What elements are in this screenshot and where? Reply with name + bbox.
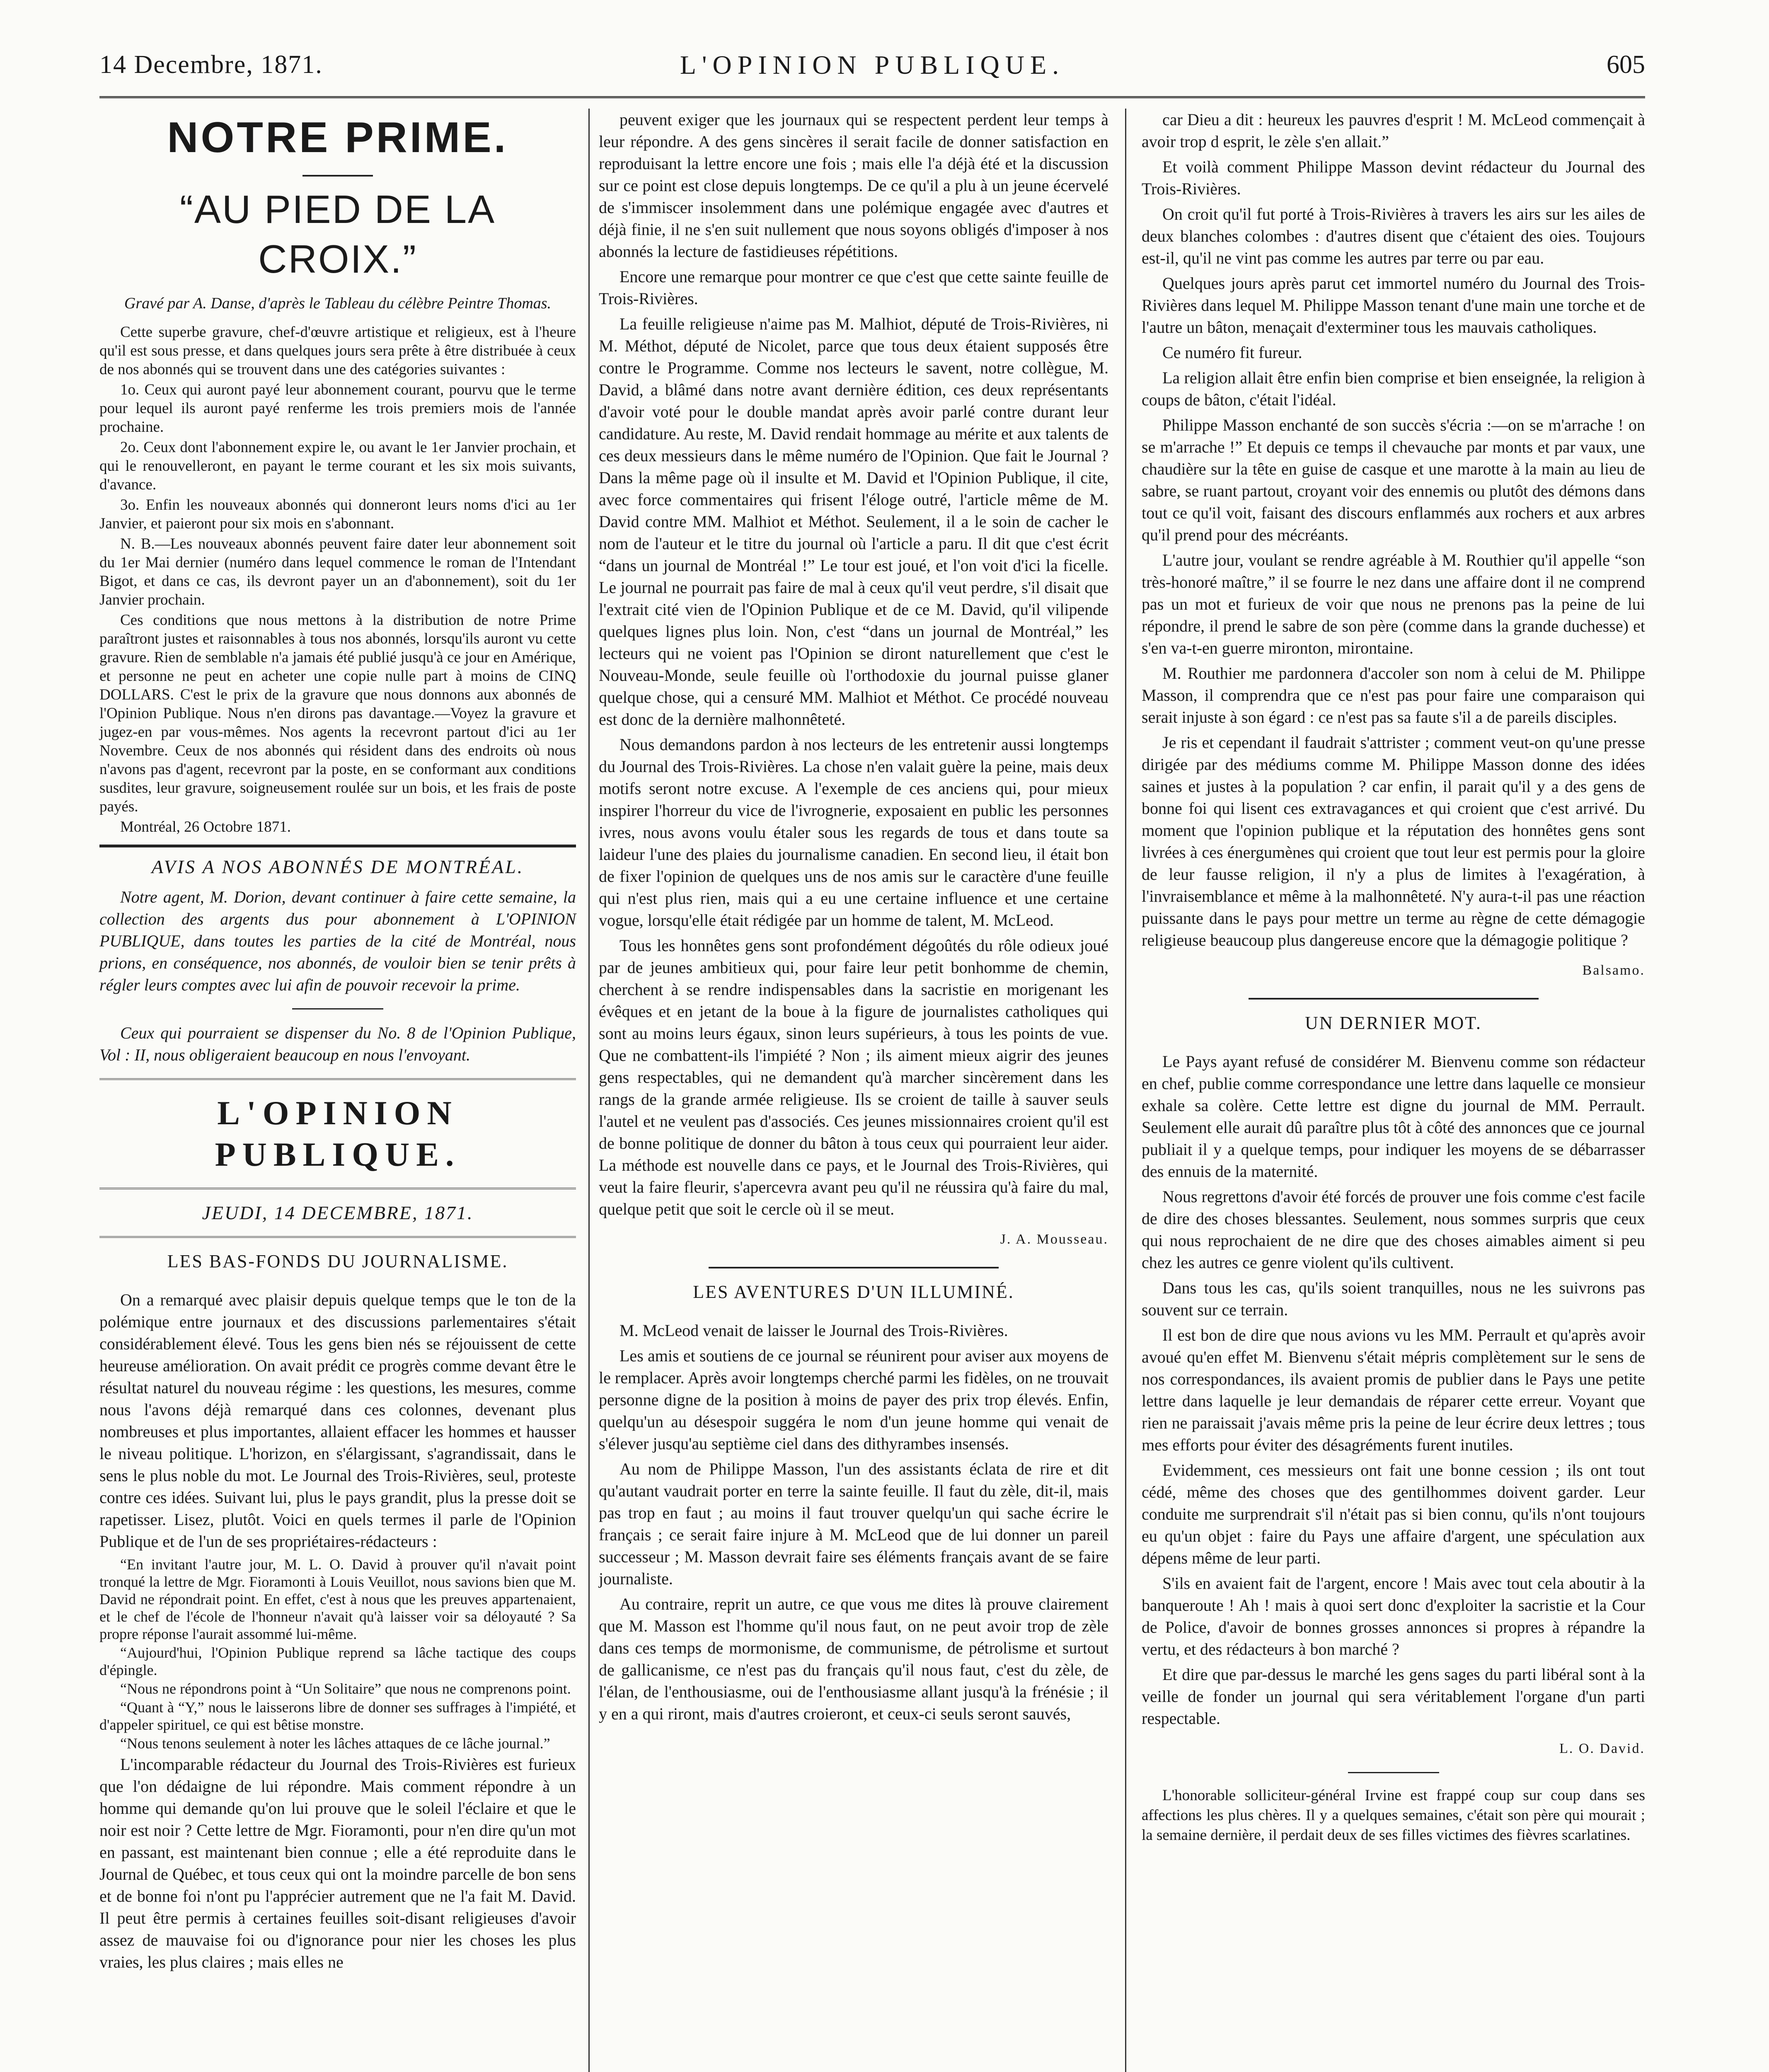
- paragraph: peuvent exiger que les journaux qui se respectent perdent leur temps à leur répondre. A des gens sincères il serait facile de donner satisfaction en reproduisant la lettre encore une fois ; mais elle l'a déjà été et la discussion sur ce point est close depuis longtemps. De ce qu'il a plu à un jeune écervelé de s'immiscer insolemment dans une polémique engagée avec d'autres et déjà finie, il ne s'en suit nullement que nous soyons obligés d'imposer à nos abonnés la lecture de fastidieuses répétitions.: [599, 110, 1108, 261]
- paragraph: Evidemment, ces messieurs ont fait une bonne cession ; ils ont tout cédé, même des choses que des gentilhommes doivent garder. Leur conduite me surprendrait s'il n'était pas si bien connu, qu'ils n'ont toujours eu qu'un objet : faire du Pays une affaire d'argent, une spéculation aux dépens même de leur parti.: [1142, 1461, 1645, 1567]
- paragraph: Dans tous les cas, qu'ils soient tranquilles, nous ne les suivrons pas souvent sur ce terrain.: [1142, 1278, 1645, 1319]
- paragraph: S'ils en avaient fait de l'argent, encore ! Mais avec tout cela aboutir à la banqueroute ! Ah ! mais à quoi sert donc d'exploiter la sacristie et la Cour de Police, d'avoir de bonnes grosses annonces si propres à répandre la vertu, et des rédacteurs à bon marché ?: [1142, 1574, 1645, 1658]
- paragraph: On croit qu'il fut porté à Trois-Rivières à travers les airs sur les ailes de deux blanches colombes : d'autres disent que c'étaient des oies. Toujours est-il, qu'il ne vint pas comme les autres par terre ou par eau.: [1142, 205, 1645, 267]
- paragraph: L'incomparable rédacteur du Journal des Trois-Rivières est furieux que l'on dédaigne de lui répondre. Mais comment répondre à un homme qui demande qu'on lui prouve que le soleil l'éclaire et que le noir est noir ? Cette lettre de Mgr. Fioramonti, pour n'en dire qu'un mot en passant, est maintenant bien connue ; elle a été reproduite dans le Journal de Québec, et tous ceux qui ont la moindre parcelle de bon sens et de bonne foi n'ont pu l'apprécier autrement que ne l'a fait M. David. Il peut être permis à certaines feuilles soit-disant religieuses d'avoir assez de mauvaise foi ou d'ignorance pour nier les choses les plus vraies, les plus claires ; mais elles ne: [99, 1755, 576, 1971]
- article-signature: J. A. Mousseau.: [1000, 1232, 1108, 1247]
- quote-paragraph: “En invitant l'autre jour, M. L. O. David à prouver qu'il n'avait point tronqué la lettre de Mgr. Fioramonti à Louis Veuillot, nous savions bien que M. David ne répondrait point. En effet, c'est à nous que les preuves appartenaient, et le chef de l'école de l'honneur n'avait qu'à laisser voir sa déloyauté ? Sa propre réponse l'aurait assommé lui-même.: [99, 1556, 576, 1642]
- article-title: LES BAS-FONDS DU JOURNALISME.: [167, 1251, 508, 1271]
- column-1: [99, 109, 576, 1976]
- paper-name: L'OPINION PUBLIQUE.: [680, 50, 1065, 80]
- divider: [1348, 1772, 1439, 1773]
- prime-title: NOTRE PRIME.: [167, 114, 508, 162]
- paragraph: Philippe Masson enchanté de son succès s'écria :—on se m'arrache ! on se m'arrache !” Et depuis ce temps il chevauche par monts et par vaux, une chaudière sur la tête en guise de casque et une marotte à la main au lieu de sabre, se ruant partout, croyant voir des ennemis ou plutôt des démons dans tout ce qu'il voit, faisant des discours enflammés aux rochers et aux arbres qu'il prend pour des mécréants.: [1142, 416, 1645, 544]
- article-title: UN DERNIER MOT.: [1305, 1013, 1482, 1033]
- section-rule: [1249, 998, 1539, 1000]
- running-head: [99, 50, 1645, 87]
- paragraph: car Dieu a dit : heureux les pauvres d'esprit ! M. McLeod commençait à avoir trop d esprit, le zèle s'en allait.”: [1142, 110, 1645, 151]
- masthead-title: L'OPINION PUBLIQUE.: [215, 1094, 461, 1173]
- article-signature: L. O. David.: [1559, 1741, 1645, 1756]
- paragraph: 3o. Enfin les nouveaux abonnés qui donneront leurs noms d'ici au 1er Janvier, et paieront pour six mois en s'abonnant.: [99, 496, 576, 532]
- prime-subtitle: “AU PIED DE LA CROIX.”: [179, 187, 496, 281]
- section-rule: [99, 845, 576, 847]
- quote-paragraph: “Nous tenons seulement à noter les lâches attaques de ce lâche journal.”: [120, 1735, 550, 1752]
- paragraph: Cette superbe gravure, chef-d'œuvre artistique et religieux, est à l'heure qu'il est sous presse, et dans quelques jours sera prête à être distribuée à ceux de nos abonnés qui se trouvent dans une des catégories suivantes :: [99, 324, 576, 378]
- column-rule: [1125, 109, 1126, 2072]
- paragraph: Nous demandons pardon à nos lecteurs de les entretenir aussi longtemps du Journal des Trois-Rivières. La chose n'en valait guère la peine, mais deux motifs seront notre excuse. A l'exemple de ces anciens qui, pour mieux inspirer l'horreur du vice de l'ivrognerie, exposaient en public les personnes ivres, nous avons voulu étaler sous les regards de tous et dans toute sa laideur l'une des plaies du journalisme canadien. En second lieu, il était bon de fixer l'opinion de quelques uns de nos amis sur le caractère d'une feuille qui n'est plus rien, mais qui a eu une certaine influence et une certaine vogue, lorsqu'elle était rédigée par un homme de talent, M. McLeod.: [599, 735, 1108, 929]
- paragraph: Les amis et soutiens de ce journal se réunirent pour aviser aux moyens de le remplacer. Après avoir longtemps cherché parmi les fidèles, on ne trouvait personne digne de la position à moins de payer des prix trop élevés. Enfin, quelqu'un au désespoir suggéra le nom d'un jeune homme qui venait de s'élever jusqu'au septième ciel dans des dithyrambes insensés.: [599, 1346, 1108, 1453]
- paragraph: Et dire que par-dessus le marché les gens sages du parti libéral sont à la veille de fonder un journal qui sera véritablement l'organe d'un parti respectable.: [1142, 1665, 1645, 1728]
- paragraph: Tous les honnêtes gens sont profondément dégoûtés du rôle odieux joué par de jeunes ambitieux qui, pour faire leur petit bonhomme de chemin, cherchent à se rendre indispensables dans la sacristie en morigenant les évêques et en jetant de la boue à la figure de journalistes catholiques qui sont au moins leurs égaux, sinon leurs supérieurs, à tous les points de vue. Que ne combattent-ils l'impiété ? Non ; ils aiment mieux aigrir des jeunes gens respectables, qui ne demandent qu'à marcher sincèrement dans les rangs de la grande armée religieuse. Ils se croient de taille à sauver seuls l'autel et ne veulent pas d'associés. Ces jeunes missionnaires croient qu'il est de bonne politique de donner du bâton à tous ceux qui pourraient leur aider. La méthode est nouvelle dans ce pays, et le Journal des Trois-Rivières, qui veut la faire fleurir, s'apercevra avant peu qu'il ne réussira qu'à faire du mal, quelque petit que soit le cercle où il se meut.: [599, 936, 1108, 1218]
- masthead-date: JEUDI, 14 DECEMBRE, 1871.: [202, 1202, 474, 1223]
- article-title: LES AVENTURES D'UN ILLUMINÉ.: [693, 1282, 1014, 1302]
- header-rule: [99, 96, 1645, 98]
- paragraph: Ceux qui pourraient se dispenser du No. 8 de l'Opinion Publique, Vol : II, nous obligeraient beaucoup en nous l'envoyant.: [99, 1024, 576, 1064]
- paragraph: N. B.—Les nouveaux abonnés peuvent faire dater leur abonnement soit du 1er Mai dernier (numéro dans lequel commence le roman de l'Intendant Bigot, et dans ce cas, ils devront payer un an d'abonnement), soit du 1er Janvier prochain.: [99, 535, 576, 608]
- title-rule: [302, 175, 373, 177]
- paragraph: Ce numéro fit fureur.: [1162, 343, 1302, 362]
- paragraph: Nous regrettons d'avoir été forcés de prouver une fois comme c'est facile de dire des choses blessantes. Seulement, nous sommes surpris que ceux qui nous reprochaient de ne dire que des choses aimables aiment si peu chez les autres ce genre violent qu'ils cultivent.: [1142, 1187, 1645, 1272]
- paragraph: Quelques jours après parut cet immortel numéro du Journal des Trois-Rivières dans lequel M. Philippe Masson tenant d'une main une torche et de l'autre un bâton, menaçait d'exterminer tous les mauvais catholiques.: [1142, 274, 1645, 336]
- paragraph: Je ris et cependant il faudrait s'attrister ; comment veut-on qu'une presse dirigée par des médiums comme M. Philippe Masson donne des idées saines et justes à la population ? car enfin, il parait qu'il y a des gens de bonne foi qui lisent ces extravagances et qui croient que c'est arrivé. Du moment que l'opinion publique et la réputation des honnêtes gens sont livrées à ces énergumènes qui croient que tout leur est permis pour la gloire de leur fausse religion, il n'y a plus de limites à l'exagération, à l'invraisemblance et même à la malhonnêteté. N'y aura-t-il pas une réaction puissante dans le pays pour mettre un terme au règne de cette démagogie religieuse beaucoup plus dangereuse encore que la démagogie politique ?: [1142, 733, 1645, 949]
- paragraph: La religion allait être enfin bien comprise et bien enseignée, la religion à coups de bâton, c'était l'idéal.: [1142, 368, 1645, 409]
- page-number: 605: [1607, 51, 1645, 79]
- divider: [292, 1008, 383, 1009]
- paragraph: M. McLeod venait de laisser le Journal des Trois-Rivières.: [620, 1321, 1008, 1340]
- quotation: [99, 1556, 576, 1752]
- paragraph: 1o. Ceux qui auront payé leur abonnement courant, pourvu que le terme pour lequel ils auront payé renferme les trois premiers mois de l'année prochaine.: [99, 381, 576, 436]
- avis-body: [99, 886, 576, 1066]
- issue-date: 14 Decembre, 1871.: [99, 51, 323, 79]
- paragraph: Encore une remarque pour montrer ce que c'est que cette sainte feuille de Trois-Rivières.: [599, 267, 1108, 308]
- column-rule: [588, 109, 590, 2072]
- quote-paragraph: “Quant à “Y,” nous le laisserons libre de donner ses suffrages à l'impiété, et d'appeler spirituel, ce qui est bêtise monstre.: [99, 1699, 576, 1733]
- prime-body: [99, 323, 576, 836]
- paragraph: La feuille religieuse n'aime pas M. Malhiot, député de Trois-Rivières, ni M. Méthot, député de Nicolet, parce que tous deux étaient supposés être contre le Programme. Comme nos lecteurs le savent, notre collègue, M. David, a blâmé dans notre avant dernière édition, ces deux représentants d'avoir voté pour le double mandat après avoir parlé contre durant leur candidature. Au reste, M. David rendait hommage au mérite et aux talents de ces deux messieurs dans le même numéro de l'Opinion. Que fait le Journal ? Dans la même page où il insulte et M. David et l'Opinion Publique, il cite, avec force commentaires qui frisent l'éloge outré, l'article même de M. David contre MM. Malhiot et Méthot. Seulement, il a le soin de cacher le nom de l'auteur et le titre du journal où l'article a paru. Il dit que c'est écrit “dans un journal de Montréal !” Le tour est joué, et l'on voit d'ici la ficelle. Le journal ne pourrait pas faire de mal à ceux qu'il veut perdre, s'il disait que l'extrait cité vien de l'Opinion Publique et de ce M. David, qu'il vilipende quelques lignes plus loin. Non, c'est “dans un journal de Montréal,” les lecteurs qui ne voient pas l'Opinion se diront naturellement que c'est le Nouveau-Monde, seule feuille où l'orthodoxie du journal puisse glaner quelque chose, qui a censuré MM. Malhiot et Méthot. Ce procédé nouveau est donc de la dernière malhonnêteté.: [599, 315, 1108, 729]
- paragraph: Au nom de Philippe Masson, l'un des assistants éclata de rire et dit qu'autant vaudrait porter en terre la sainte feuille. Il faut du zèle, dit-il, mais pas trop en faut ; au moins il faut trouver quelqu'un qui sache écrire le français ; ce serait faire injure à M. McLeod que de lui donner un pareil successeur ; M. Masson devrait faire ses éléments français avant de se faire journaliste.: [599, 1460, 1108, 1588]
- paragraph: Au contraire, reprit un autre, ce que vous me dites là prouve clairement que M. Masson est l'homme qu'il nous faut, on ne peut avoir trop de zèle dans ces temps de mormonisme, de communisme, de pétrolisme et surtout de gallicanisme, ce n'est pas du français qu'il nous faut, c'est du zèle, de l'élan, de l'enthousiasme, oui de l'enthousiasme allant jusqu'à la frénésie ; il y en a qui riront, mais d'autres croieront, et ceux-ci seuls seront sauvés,: [599, 1595, 1108, 1723]
- section-rule: [709, 1267, 999, 1268]
- avis-title: AVIS A NOS ABONNÉS DE MONTRÉAL.: [151, 856, 524, 877]
- paragraph: Ces conditions que nous mettons à la distribution de notre Prime paraîtront justes et raisonnables à tous nos abonnés, lorsqu'ils auront vu cette gravure. Rien de semblable n'a jamais été publié jusqu'à ce jour en Amérique, et personne ne peut en acheter une copie nulle part à moins de CINQ DOLLARS. C'est le prix de la gravure que nous donnons aux abonnés de l'Opinion Publique. Nous n'en dirons pas davantage.—Voyez la gravure et jugez-en par vous-mêmes. Nos agents la recevront partout d'ici au 1er Novembre. Ceux de nos abonnés qui résident dans des endroits où nous n'avons pas d'agent, recevront par la poste, en se conformant aux conditions susdites, leur gravure, soigneusement roulée sur un bois, et les frais de poste payés.: [99, 612, 576, 815]
- paragraph: On a remarqué avec plaisir depuis quelque temps que le ton de la polémique entre journaux et des discussions parlementaires s'était considérablement élevé. Tous les gens bien nés se réjouissent de cette heureuse amélioration. On avait prédit ce progrès comme devant être le résultat naturel du nouveau régime : les questions, les mesures, comme nous l'avons déjà remarqué dans ces colonnes, devenant plus nombreuses et plus importantes, allaient effacer les hommes et hausser le niveau politique. L'horizon, en s'élargissant, s'agrandissait, dans le sens le plus noble du mot. Le Journal des Trois-Rivières, seul, proteste contre ces idées. Suivant lui, plus le pays grandit, plus la presse doit se rapetisser. Lisez, plutôt. Voici en quels termes il parle de l'Opinion Publique et de l'un de ses propriétaires-rédacteurs :: [99, 1290, 576, 1551]
- notice-paragraph: L'honorable solliciteur-général Irvine est frappé coup sur coup dans ses affections les plus chères. Il y a quelques semaines, c'était son père qui mourait ; la semaine dernière, il perdait deux de ses filles victimes des fièvres scarlatines.: [1142, 1787, 1645, 1844]
- paragraph: M. Routhier me pardonnera d'accoler son nom à celui de M. Philippe Masson, il comprendra que ce n'est pas pour faire une comparaison qui serait injuste à son égard : ce n'est pas sa faute s'il a de pareils disciples.: [1142, 664, 1645, 726]
- paragraph: 2o. Ceux dont l'abonnement expire le, ou avant le 1er Janvier prochain, et qui le renouvelleront, en payant le terme courant et les six mois suivants, d'avance.: [99, 439, 576, 493]
- paragraph: L'autre jour, voulant se rendre agréable à M. Routhier qu'il appelle “son très-honoré maître,” il se fourre le nez dans une affaire dont il ne comprend pas un mot et furieux de voir que nous ne prenons pas la peine de lui répondre, il prend le sabre de son père (comme dans la grande duchesse) et s'en va-t-en guerre mironton, mirontaine.: [1142, 551, 1645, 657]
- prime-signature: Montréal, 26 Octobre 1871.: [120, 818, 291, 835]
- section-rule: [99, 1236, 576, 1238]
- paragraph: Il est bon de dire que nous avions vu les MM. Perrault et qu'après avoir avoué qu'en effet M. Bienvenu s'était mépris complètement sur le sens de nos correspondances, ils avaient promis de publier dans le Pays une petite lettre dans laquelle je leur demandais de réparer cette erreur. Voyant que rien ne paraissait j'avais même pris la peine de leur écrire deux lettres ; tous mes efforts pour éviter des désagréments furent inutiles.: [1142, 1326, 1645, 1454]
- column-2: [599, 109, 1108, 1728]
- article-signature: Balsamo.: [1582, 963, 1645, 978]
- quote-paragraph: “Aujourd'hui, l'Opinion Publique reprend sa lâche tactique des coups d'épingle.: [99, 1644, 576, 1678]
- engraving-credit: Gravé par A. Danse, d'après le Tableau du célèbre Peintre Thomas.: [124, 295, 552, 312]
- paragraph: Le Pays ayant refusé de considérer M. Bienvenu comme son rédacteur en chef, publie comme correspondance une lettre dans laquelle ce monsieur exhale sa colère. Cette lettre est digne du journal de MM. Perrault. Seulement elle aurait dû paraître plus tôt à côté des annonces que ce journal publiait il y a quelque temps, pour indiquer les moyens de se débarrasser des ennuis de la maternité.: [1142, 1052, 1645, 1181]
- column-3: [1142, 109, 1645, 1849]
- section-rule: [99, 1078, 576, 1080]
- paragraph: Notre agent, M. Dorion, devant continuer à faire cette semaine, la collection des argents dus pour abonnement à L'OPINION PUBLIQUE, dans toutes les parties de la cité de Montréal, nous prions, en conséquence, nos abonnés, de vouloir bien se tenir prêts à régler leurs comptes avec lui afin de pouvoir recevoir la prime.: [99, 888, 576, 994]
- quote-paragraph: “Nous ne répondrons point à “Un Solitaire” que nous ne comprenons point.: [120, 1680, 571, 1697]
- paragraph: Et voilà comment Philippe Masson devint rédacteur du Journal des Trois-Rivières.: [1142, 157, 1645, 198]
- section-rule: [99, 1188, 576, 1189]
